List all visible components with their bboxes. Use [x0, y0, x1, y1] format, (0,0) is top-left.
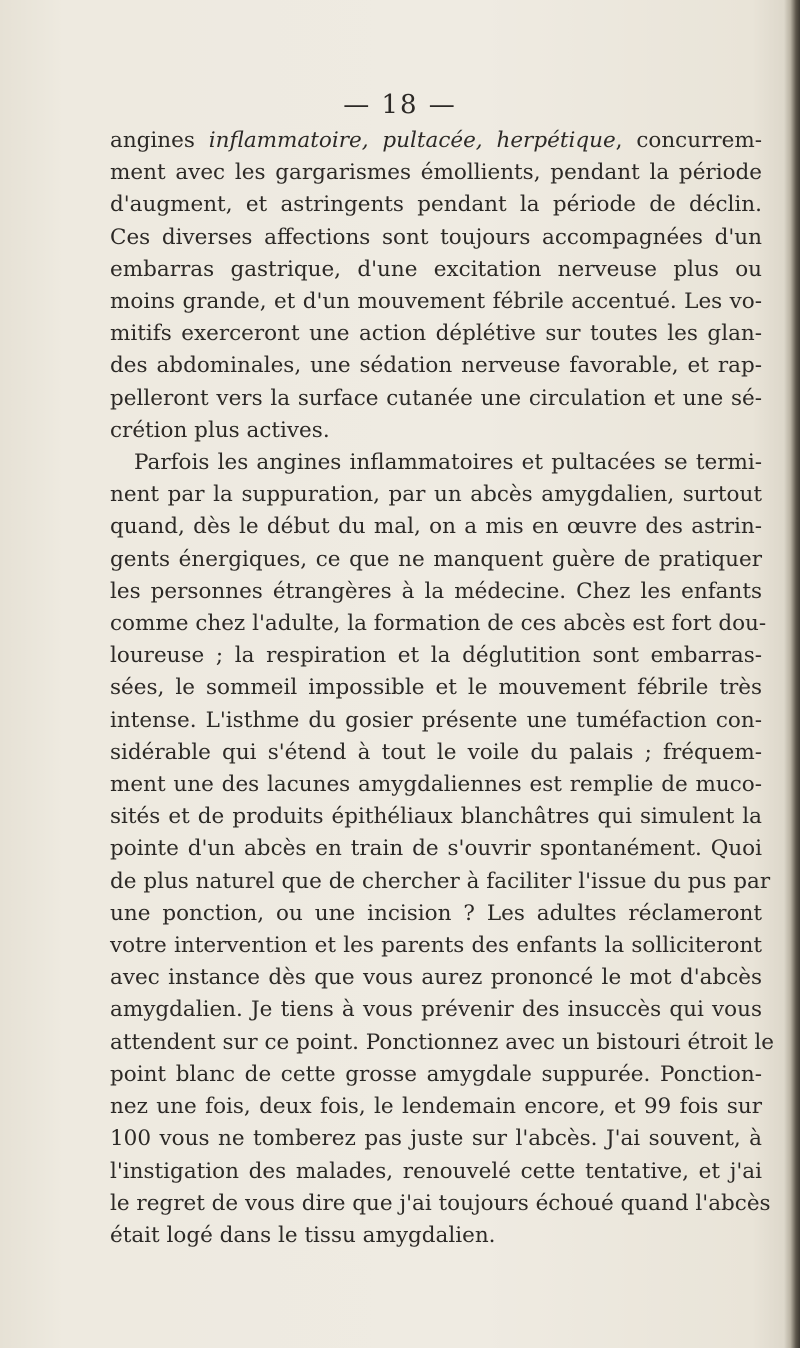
- text-line: angines inflammatoire, pultacée, herpétique, concurrem-: [110, 128, 762, 153]
- text-line: ment avec les gargarismes émollients, pendant la période: [110, 160, 762, 186]
- text-line: l'instigation des malades, renouvelé cette tentative, et j'ai: [110, 1158, 762, 1184]
- text-line: attendent sur ce point. Ponctionnez avec un bistouri étroit le: [110, 1029, 774, 1055]
- text-line: gents énergiques, ce que ne manquent guère de pratiquer: [110, 546, 762, 572]
- page-number: — 18 —: [343, 90, 457, 120]
- text-line: sités et de produits épithéliaux blanchâtres qui simulent la: [110, 804, 762, 830]
- body-text: [110, 125, 774, 1252]
- page-edge-shadow: [784, 0, 800, 1348]
- text-line: le regret de vous dire que j'ai toujours échoué quand l'abcès: [110, 1190, 771, 1216]
- text-line: pelleront vers la surface cutanée une circulation et une sé-: [110, 385, 762, 411]
- text-line: nent par la suppuration, par un abcès amygdalien, surtout: [110, 482, 762, 508]
- text-line: comme chez l'adulte, la formation de ces abcès est fort dou-: [110, 611, 767, 637]
- text-line: était logé dans le tissu amygdalien.: [110, 1222, 496, 1248]
- text-line: avec instance dès que vous aurez prononcé le mot d'abcès: [110, 965, 762, 991]
- text-line: ment une des lacunes amygdaliennes est remplie de muco-: [110, 772, 762, 798]
- text-line: sidérable qui s'étend à tout le voile du palais ; fréquem-: [110, 739, 762, 765]
- text-line: une ponction, ou une incision ? Les adultes réclameront: [110, 900, 762, 926]
- text-line: 100 vous ne tomberez pas juste sur l'abcès. J'ai souvent, à: [110, 1126, 762, 1152]
- text-line: intense. L'isthme du gosier présente une tuméfaction con-: [110, 707, 762, 733]
- paragraph-start-line: Parfois les angines inflammatoires et pultacées se termi-: [134, 450, 762, 476]
- text-line: les personnes étrangères à la médecine. Chez les enfants: [110, 578, 762, 604]
- text-line: pointe d'un abcès en train de s'ouvrir spontanément. Quoi: [110, 836, 762, 862]
- italic-text: inflammatoire, pultacée, herpétique: [208, 128, 616, 153]
- text-line: embarras gastrique, d'une excitation nerveuse plus ou: [110, 256, 762, 282]
- text-line: quand, dès le début du mal, on a mis en œuvre des astrin-: [110, 514, 762, 540]
- text-line: mitifs exerceront une action déplétive sur toutes les glan-: [110, 321, 762, 347]
- text-line: amygdalien. Je tiens à vous prévenir des insuccès qui vous: [110, 997, 762, 1023]
- text-line: moins grande, et d'un mouvement fébrile accentué. Les vo-: [110, 289, 762, 315]
- text-line: des abdominales, une sédation nerveuse favorable, et rap-: [110, 353, 762, 379]
- text-line: votre intervention et les parents des enfants la solliciteront: [110, 933, 762, 959]
- text-line: sées, le sommeil impossible et le mouvement fébrile très: [110, 675, 762, 701]
- text-line: d'augment, et astringents pendant la période de déclin.: [110, 192, 762, 218]
- text-line: de plus naturel que de chercher à faciliter l'issue du pus par: [110, 868, 771, 894]
- text-line: Ces diverses affections sont toujours accompagnées d'un: [110, 224, 762, 250]
- text-line: nez une fois, deux fois, le lendemain encore, et 99 fois sur: [110, 1094, 762, 1120]
- text-line: crétion plus actives.: [110, 417, 330, 443]
- text-line: loureuse ; la respiration et la déglutition sont embarras-: [110, 643, 762, 669]
- text-line: point blanc de cette grosse amygdale suppurée. Ponction-: [110, 1061, 762, 1087]
